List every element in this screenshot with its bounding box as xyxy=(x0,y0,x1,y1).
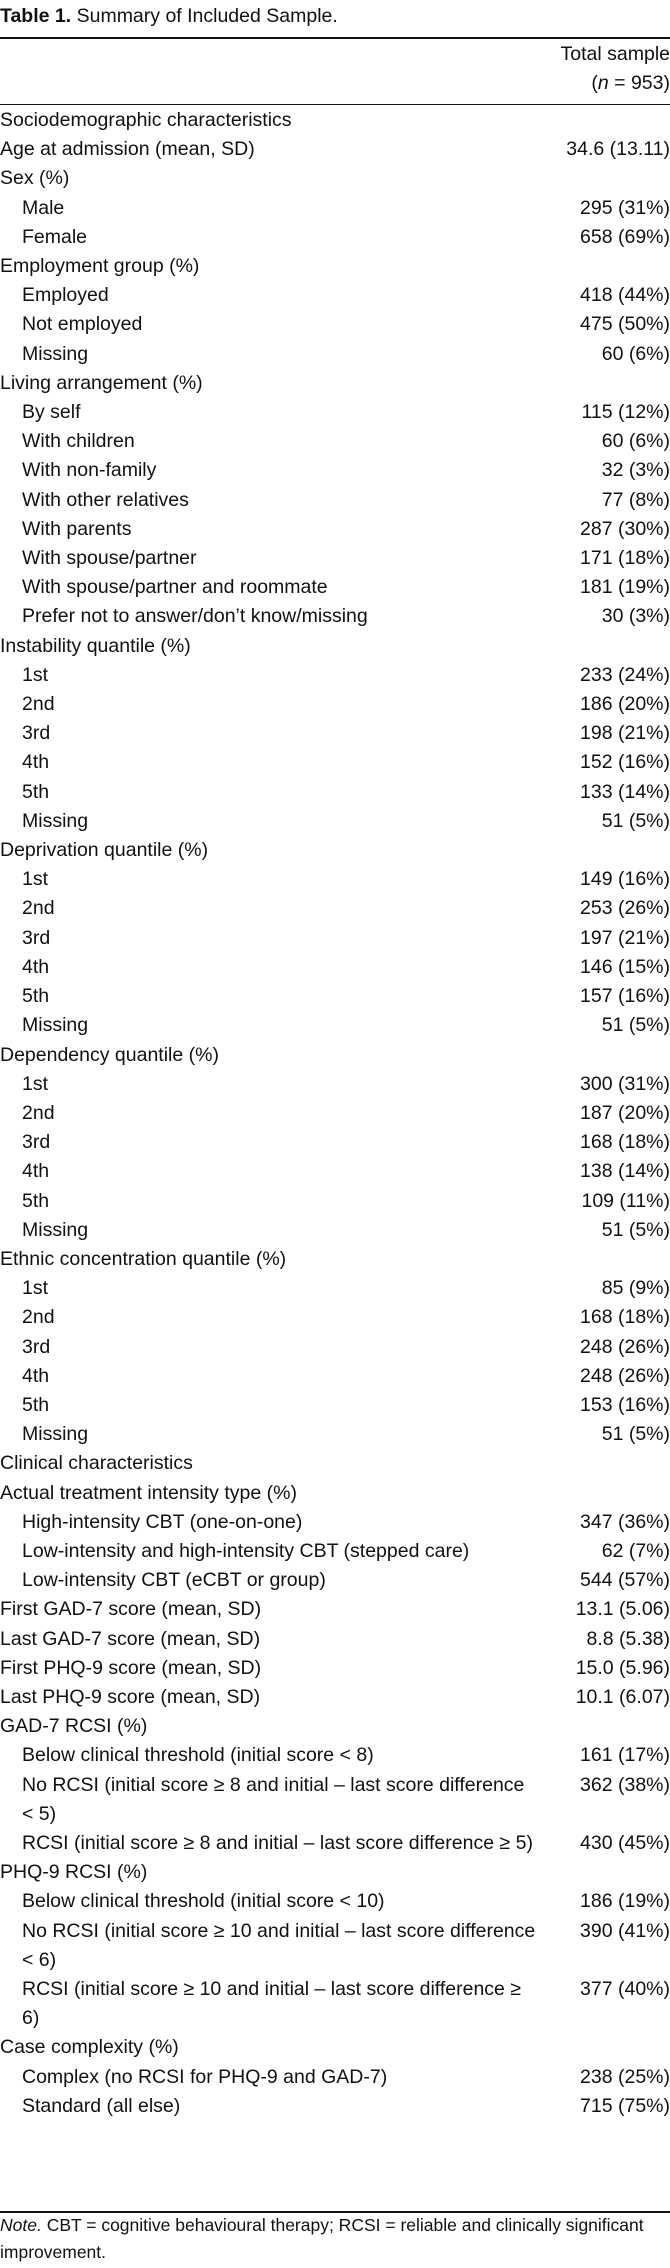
row-value: 295 (31%) xyxy=(580,196,670,219)
row-value: 248 (26%) xyxy=(580,1364,670,1387)
row-label: RCSI (initial score ≥ 10 and initial – last score difference ≥ 6) xyxy=(22,1978,522,2030)
row-value: 13.1 (5.06) xyxy=(575,1598,670,1621)
row-label: 1st xyxy=(22,663,49,686)
row-label: High-intensity CBT (one-on-one) xyxy=(22,1510,303,1533)
table-row xyxy=(0,661,670,690)
row-label: Low-intensity CBT (eCBT or group) xyxy=(22,1569,326,1592)
row-label: 2nd xyxy=(22,1306,55,1329)
row-value: 109 (11%) xyxy=(581,1189,670,1212)
table-row xyxy=(0,1654,670,1683)
row-label: With other relatives xyxy=(22,488,189,511)
column-header xyxy=(480,40,670,100)
table-section-header xyxy=(0,252,670,281)
row-label: 4th xyxy=(22,955,50,978)
table-row xyxy=(0,924,670,953)
table-row xyxy=(0,1420,670,1449)
row-label: Standard (all else) xyxy=(22,2094,181,2117)
row-label: 5th xyxy=(22,1189,50,1212)
table-section-header xyxy=(0,1449,670,1478)
table-row xyxy=(0,1391,670,1420)
column-header-label: Total sample xyxy=(560,43,670,65)
row-value: 138 (14%) xyxy=(580,1160,670,1183)
row-value: 658 (69%) xyxy=(580,225,670,248)
row-value: 152 (16%) xyxy=(580,751,670,774)
row-value: 418 (44%) xyxy=(580,284,670,307)
table-row xyxy=(0,982,670,1011)
row-value: 253 (26%) xyxy=(580,897,670,920)
table-section-header xyxy=(0,106,670,135)
table-row xyxy=(0,953,670,982)
row-label: Living arrangement (%) xyxy=(0,371,203,394)
table-section-header xyxy=(0,369,670,398)
row-value: 51 (5%) xyxy=(601,1014,670,1037)
table-row xyxy=(0,1625,670,1654)
row-label: 3rd xyxy=(22,926,51,949)
row-label: Below clinical threshold (initial score < 10) xyxy=(22,1890,385,1913)
table-row xyxy=(0,1011,670,1040)
table-row xyxy=(0,515,670,544)
table-row xyxy=(0,544,670,573)
row-label: First PHQ-9 score (mean, SD) xyxy=(0,1656,262,1679)
table-row xyxy=(0,1274,670,1303)
table-row xyxy=(0,1566,670,1595)
row-value: 60 (6%) xyxy=(601,430,670,453)
header-rule xyxy=(0,104,670,105)
table-row xyxy=(0,1187,670,1216)
table-row xyxy=(0,486,670,515)
row-value: 133 (14%) xyxy=(580,780,670,803)
row-label: With non-family xyxy=(22,459,157,482)
row-label: 1st xyxy=(22,1277,49,1300)
row-label: Ethnic concentration quantile (%) xyxy=(0,1247,287,1270)
row-label: 1st xyxy=(22,868,49,891)
row-label: Sex (%) xyxy=(0,167,70,190)
row-label: Missing xyxy=(22,342,89,365)
row-value: 544 (57%) xyxy=(580,1569,670,1592)
row-value: 362 (38%) xyxy=(580,1773,670,1796)
table-row xyxy=(0,2063,670,2092)
row-label: 3rd xyxy=(22,722,51,745)
table-row xyxy=(0,310,670,339)
row-label: No RCSI (initial score ≥ 8 and initial – last score difference < 5) xyxy=(22,1773,525,1825)
table-row xyxy=(0,1595,670,1624)
note-text: CBT = cognitive behavioural therapy; RCSI = reliable and clinically significant improvement. xyxy=(0,2215,644,2262)
table-row xyxy=(0,2092,670,2121)
row-value: 168 (18%) xyxy=(580,1131,670,1154)
table-row xyxy=(0,865,670,894)
row-value: 186 (20%) xyxy=(580,693,670,716)
row-value: 85 (9%) xyxy=(601,1277,670,1300)
row-value: 62 (7%) xyxy=(601,1539,670,1562)
row-value: 146 (15%) xyxy=(580,955,670,978)
row-label: 2nd xyxy=(22,1101,55,1124)
table-row xyxy=(0,1157,670,1186)
table-row xyxy=(0,1917,670,1975)
row-value: 186 (19%) xyxy=(580,1890,670,1913)
row-value: 157 (16%) xyxy=(580,985,670,1008)
row-label: Actual treatment intensity type (%) xyxy=(0,1481,297,1504)
row-value: 171 (18%) xyxy=(580,547,670,570)
table-row xyxy=(0,1829,670,1858)
row-value: 187 (20%) xyxy=(580,1101,670,1124)
table-row xyxy=(0,1975,670,2033)
table-row xyxy=(0,456,670,485)
row-value: 153 (16%) xyxy=(580,1393,670,1416)
row-label: Missing xyxy=(22,1218,89,1241)
table-row xyxy=(0,427,670,456)
row-value: 8.8 (5.38) xyxy=(586,1627,670,1650)
row-value: 51 (5%) xyxy=(601,1423,670,1446)
table-row xyxy=(0,690,670,719)
row-label: First GAD-7 score (mean, SD) xyxy=(0,1598,262,1621)
table-body xyxy=(0,106,670,2121)
table-row xyxy=(0,1771,670,1829)
note-label: Note. xyxy=(0,2215,42,2235)
table-section-header xyxy=(0,1041,670,1070)
row-value: 198 (21%) xyxy=(580,722,670,745)
table-section-header xyxy=(0,1479,670,1508)
row-label: Low-intensity and high-intensity CBT (stepped care) xyxy=(22,1539,470,1562)
row-value: 161 (17%) xyxy=(580,1744,670,1767)
table-section-header xyxy=(0,1712,670,1741)
row-label: GAD-7 RCSI (%) xyxy=(0,1715,148,1738)
table-row xyxy=(0,398,670,427)
table-row xyxy=(0,1333,670,1362)
row-value: 30 (3%) xyxy=(601,605,670,628)
row-value: 181 (19%) xyxy=(580,576,670,599)
row-value: 34.6 (13.11) xyxy=(566,138,670,161)
table-row xyxy=(0,719,670,748)
table-section-header xyxy=(0,632,670,661)
table-row xyxy=(0,1887,670,1916)
row-label: With parents xyxy=(22,517,132,540)
row-label: By self xyxy=(22,401,81,424)
row-label: Instability quantile (%) xyxy=(0,634,191,657)
table-row xyxy=(0,1508,670,1537)
row-label: Dependency quantile (%) xyxy=(0,1043,219,1066)
row-label: Deprivation quantile (%) xyxy=(0,839,209,862)
row-label: 3rd xyxy=(22,1335,51,1358)
row-label: With children xyxy=(22,430,135,453)
row-label: Not employed xyxy=(22,313,143,336)
row-label: Below clinical threshold (initial score < 8) xyxy=(22,1744,374,1767)
table-row xyxy=(0,894,670,923)
row-label: Last GAD-7 score (mean, SD) xyxy=(0,1627,261,1650)
row-value: 475 (50%) xyxy=(580,313,670,336)
row-value: 197 (21%) xyxy=(580,926,670,949)
row-value: 233 (24%) xyxy=(580,663,670,686)
table-row xyxy=(0,1683,670,1712)
row-value: 32 (3%) xyxy=(601,459,670,482)
row-label: Missing xyxy=(22,809,89,832)
table-section-header xyxy=(0,1245,670,1274)
table-row xyxy=(0,1537,670,1566)
row-value: 51 (5%) xyxy=(601,809,670,832)
row-label: 1st xyxy=(22,1072,49,1095)
table-row xyxy=(0,573,670,602)
table-row xyxy=(0,807,670,836)
row-label: Male xyxy=(22,196,65,219)
row-value: 149 (16%) xyxy=(580,868,670,891)
row-value: 10.1 (6.07) xyxy=(575,1685,670,1708)
row-value: 51 (5%) xyxy=(601,1218,670,1241)
table-section-header xyxy=(0,1858,670,1887)
table-row xyxy=(0,340,670,369)
top-rule xyxy=(0,37,670,39)
row-value: 300 (31%) xyxy=(580,1072,670,1095)
table-row xyxy=(0,1216,670,1245)
row-value: 238 (25%) xyxy=(580,2065,670,2088)
row-label: No RCSI (initial score ≥ 10 and initial – last score difference < 6) xyxy=(22,1919,536,1971)
row-value: 287 (30%) xyxy=(580,517,670,540)
row-label: RCSI (initial score ≥ 8 and initial – last score difference ≥ 5) xyxy=(22,1831,533,1854)
row-value: 377 (40%) xyxy=(580,1978,670,2000)
row-label: 4th xyxy=(22,1160,50,1183)
row-value: 390 (41%) xyxy=(580,1919,670,1942)
row-value: 77 (8%) xyxy=(601,488,670,511)
table-row xyxy=(0,602,670,631)
row-label: Clinical characteristics xyxy=(0,1452,193,1475)
row-label: With spouse/partner and roommate xyxy=(22,576,328,599)
table-row xyxy=(0,194,670,223)
table-section-header xyxy=(0,164,670,193)
row-label: 2nd xyxy=(22,693,55,716)
row-label: Complex (no RCSI for PHQ-9 and GAD-7) xyxy=(22,2065,388,2088)
row-label: 3rd xyxy=(22,1131,51,1154)
row-value: 248 (26%) xyxy=(580,1335,670,1358)
row-value: 715 (75%) xyxy=(580,2094,670,2117)
row-label: With spouse/partner xyxy=(22,547,197,570)
row-label: Missing xyxy=(22,1423,89,1446)
table-row xyxy=(0,1128,670,1157)
row-label: 4th xyxy=(22,1364,50,1387)
table-row xyxy=(0,1362,670,1391)
table-title xyxy=(0,0,670,32)
row-label: Female xyxy=(22,225,88,248)
table-row xyxy=(0,1070,670,1099)
row-value: 15.0 (5.96) xyxy=(575,1656,670,1679)
row-value: 168 (18%) xyxy=(580,1306,670,1329)
row-label: Missing xyxy=(22,1014,89,1037)
row-value: 60 (6%) xyxy=(601,342,670,365)
table-row xyxy=(0,748,670,777)
row-value: 430 (45%) xyxy=(580,1831,670,1854)
table-section-header xyxy=(0,2033,670,2062)
row-label: Sociodemographic characteristics xyxy=(0,109,292,131)
row-label: Employment group (%) xyxy=(0,255,200,278)
row-label: 5th xyxy=(22,1393,50,1416)
table-row xyxy=(0,1741,670,1770)
table-caption: Summary of Included Sample. xyxy=(76,5,338,27)
row-label: PHQ-9 RCSI (%) xyxy=(0,1861,148,1884)
row-label: Case complexity (%) xyxy=(0,2036,179,2059)
column-header-n: (n = 953) xyxy=(591,72,670,94)
row-label: 2nd xyxy=(22,897,55,920)
row-label: 4th xyxy=(22,751,50,774)
table-row xyxy=(0,281,670,310)
table-row xyxy=(0,778,670,807)
table-note xyxy=(0,2212,670,2266)
table-number: Table 1. xyxy=(0,5,72,27)
row-label: 5th xyxy=(22,985,50,1008)
table-row xyxy=(0,1099,670,1128)
row-label: Employed xyxy=(22,284,109,307)
row-value: 115 (12%) xyxy=(581,401,670,424)
row-value: 347 (36%) xyxy=(580,1510,670,1533)
row-label: Prefer not to answer/don’t know/missing xyxy=(22,605,368,628)
table-row xyxy=(0,223,670,252)
table-row xyxy=(0,135,670,164)
row-label: 5th xyxy=(22,780,50,803)
row-label: Last PHQ-9 score (mean, SD) xyxy=(0,1685,261,1708)
table-row xyxy=(0,1303,670,1332)
row-label: Age at admission (mean, SD) xyxy=(0,138,255,161)
table-section-header xyxy=(0,836,670,865)
